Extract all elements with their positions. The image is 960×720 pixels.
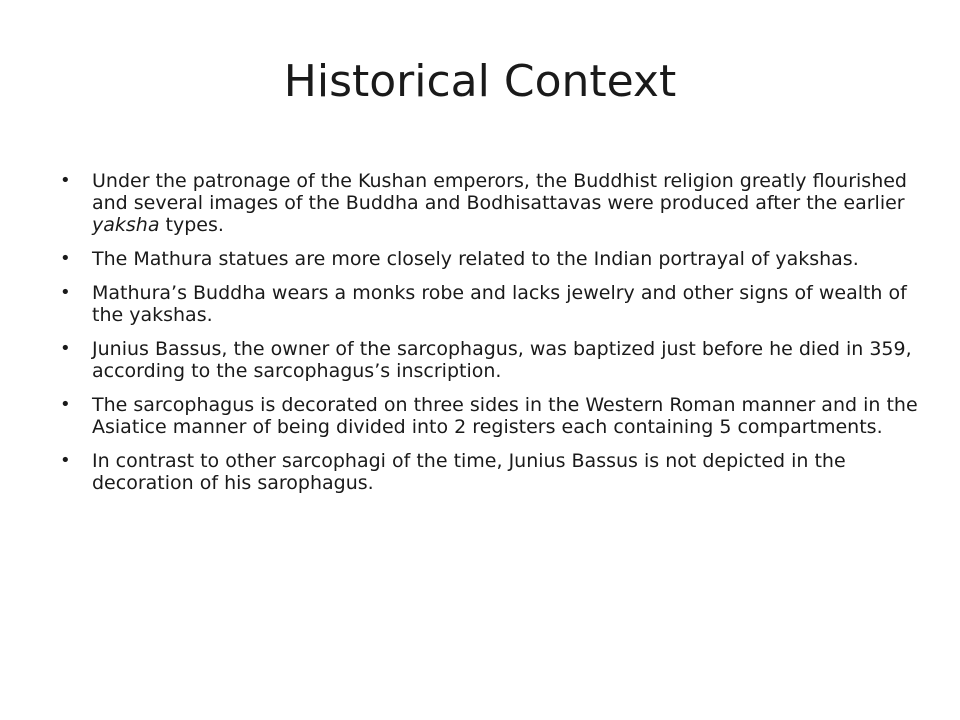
bullet-item [60, 338, 918, 382]
slide-title: Historical Context [283, 56, 677, 107]
bullet-icon: • [60, 282, 71, 303]
bullet-text: The Mathura statues are more closely related to the Indian portrayal of yakshas. [92, 248, 859, 270]
bullet-text: Junius Bassus, the owner of the sarcophagus, was baptized just before he died in 359, according to the sarcophagus’s inscription. [92, 338, 912, 382]
bullet-text: The sarcophagus is decorated on three sides in the Western Roman manner and in the Asiatice manner of being divided into 2 registers each containing 5 compartments. [92, 394, 918, 438]
bullet-item [60, 450, 918, 494]
bullet-item [60, 282, 918, 326]
bullet-text: Mathura’s Buddha wears a monks robe and lacks jewelry and other signs of wealth of the yakshas. [92, 282, 907, 326]
bullet-item [60, 248, 918, 270]
bullet-icon: • [60, 170, 71, 191]
bullet-list [60, 170, 918, 506]
bullet-text [92, 170, 907, 236]
bullet-text-part: Under the patronage of the Kushan emperors, the Buddhist religion greatly flourished and several images of the Buddha and Bodhisattavas were produced after the earlier [92, 170, 907, 214]
bullet-icon: • [60, 394, 71, 415]
bullet-item [60, 170, 918, 236]
bullet-text: In contrast to other sarcophagi of the time, Junius Bassus is not depicted in the decoration of his sarophagus. [92, 450, 846, 494]
bullet-item [60, 394, 918, 438]
bullet-icon: • [60, 338, 71, 359]
bullet-icon: • [60, 248, 71, 269]
bullet-icon: • [60, 450, 71, 471]
bullet-text-part: types. [159, 214, 224, 236]
bullet-text-emphasis: yaksha [92, 214, 160, 236]
